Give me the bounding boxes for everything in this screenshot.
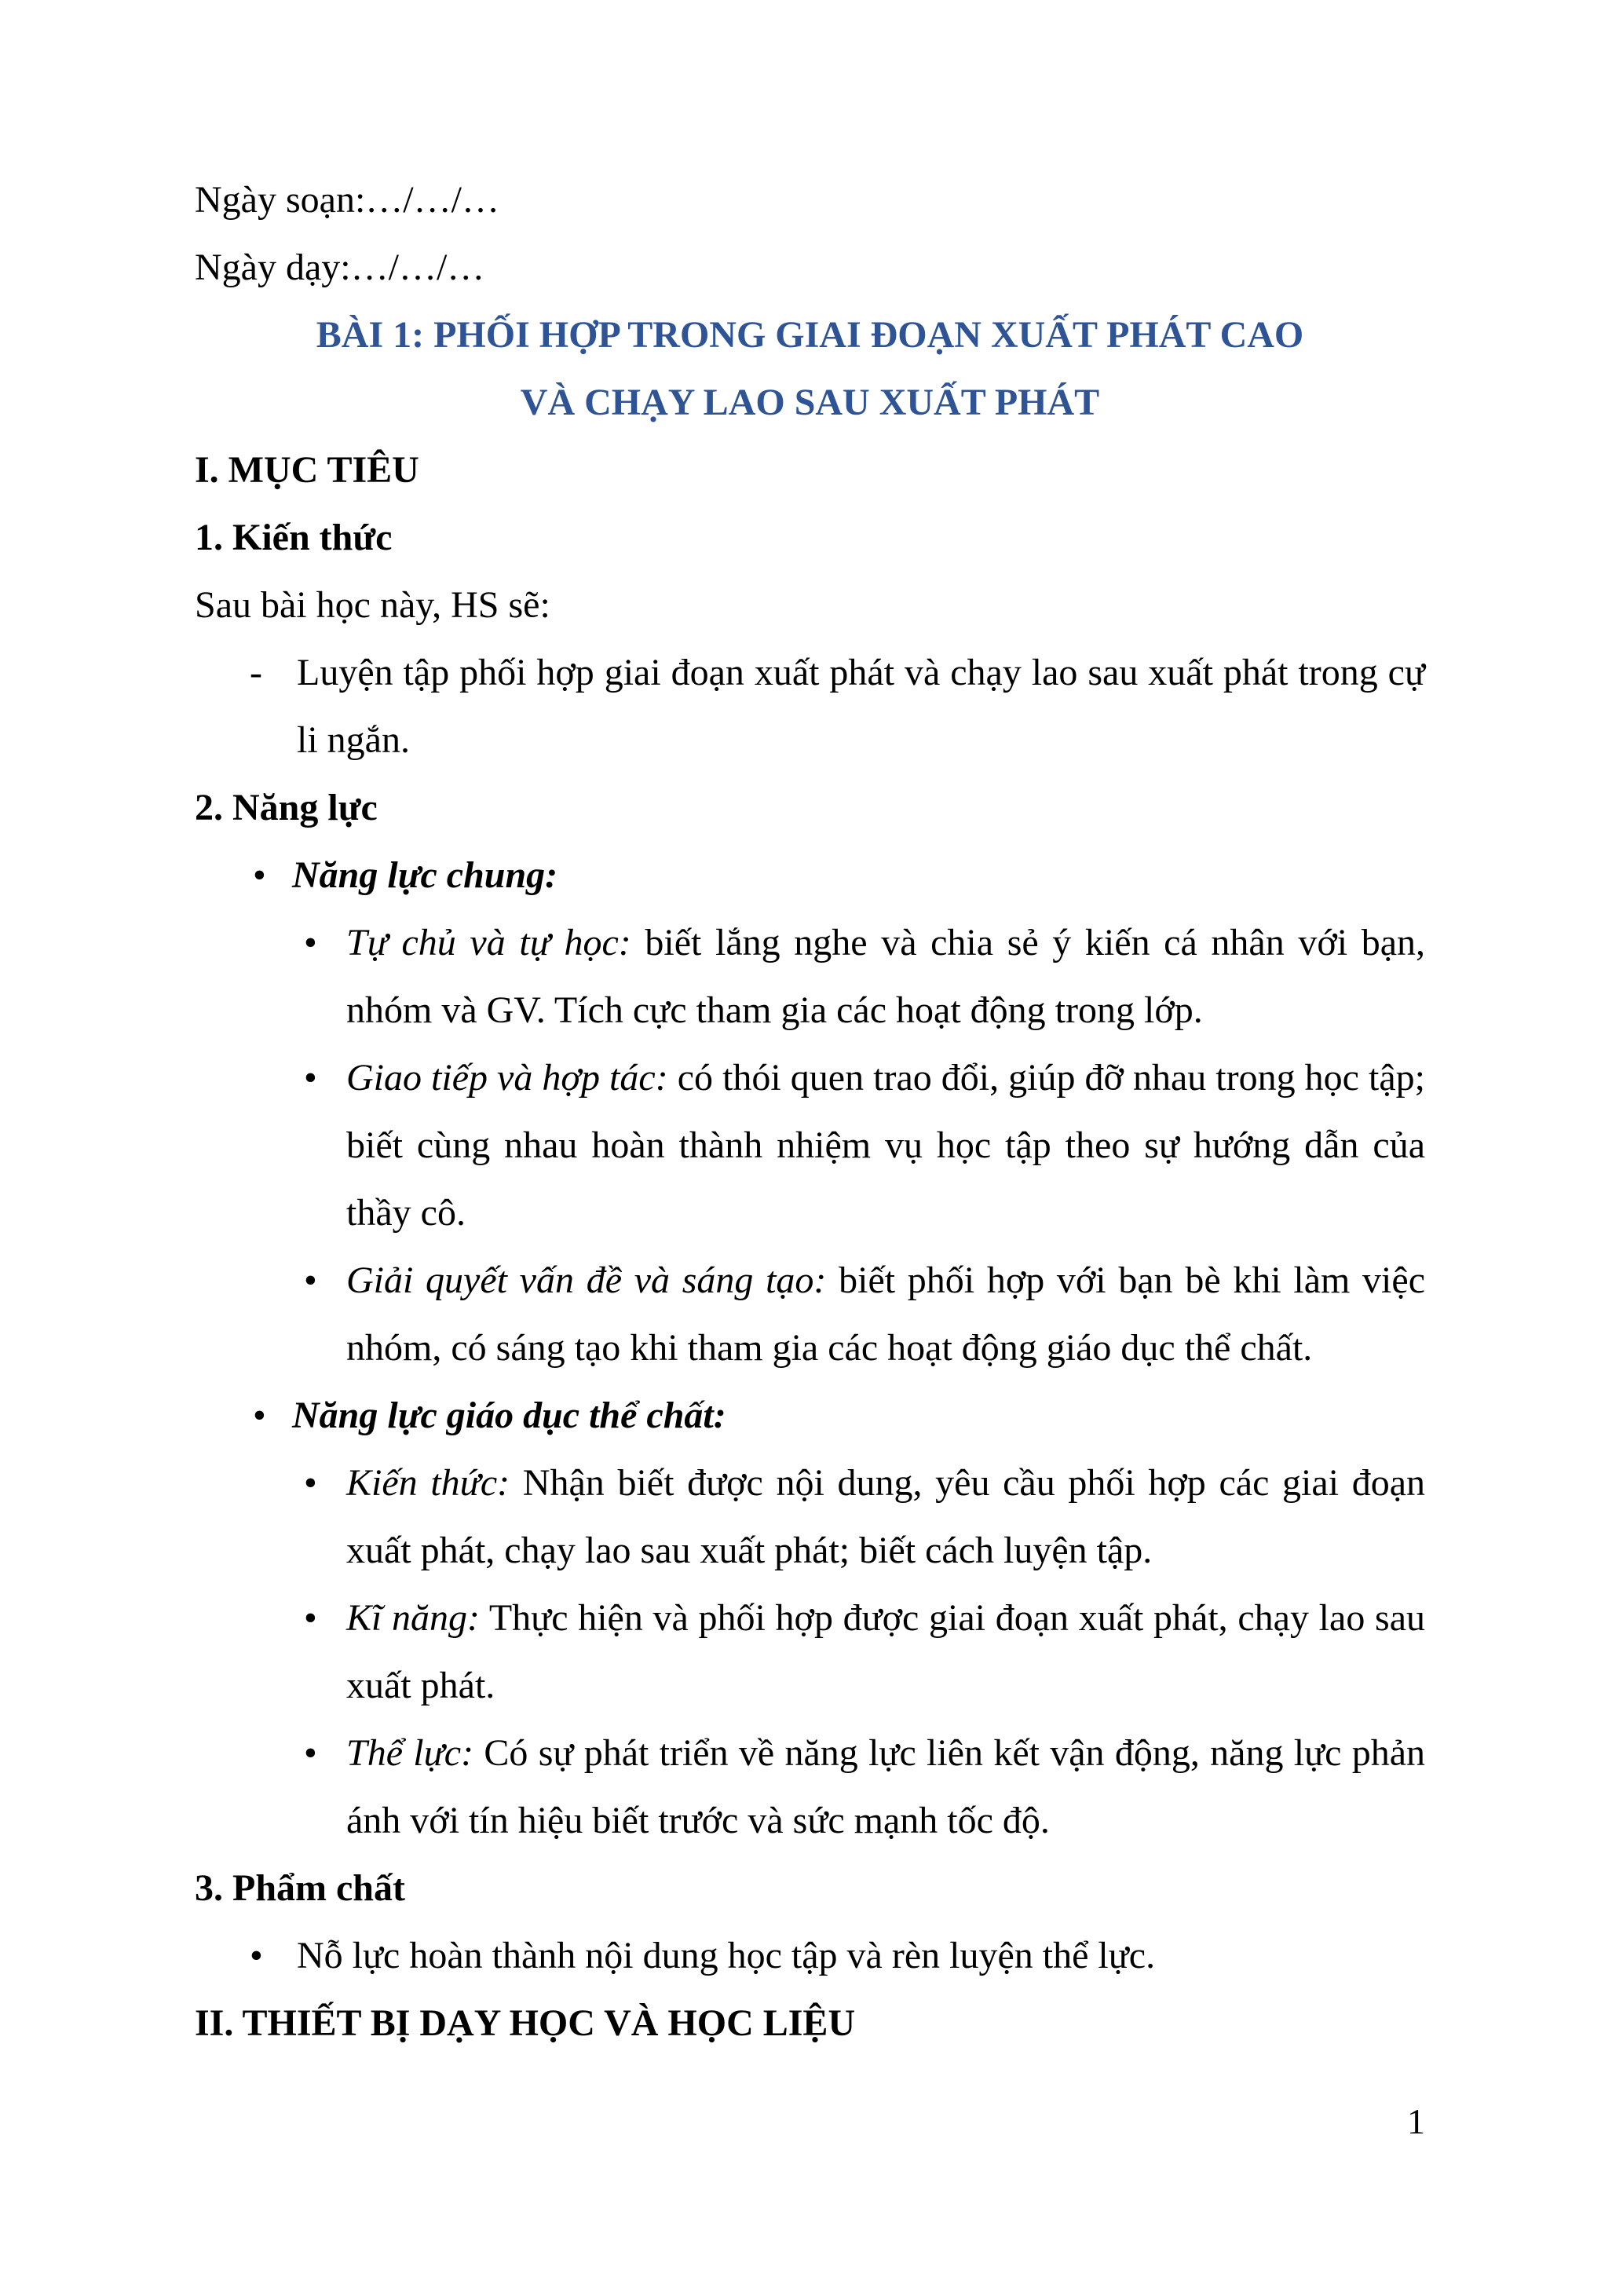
bullet-icon: • [253,854,266,896]
competency-item-lead: Thể lực: [346,1732,474,1774]
bullet-icon: • [304,1057,317,1099]
competency-item [195,1720,1425,1855]
quality-list-item [195,1922,1425,1990]
bullet-icon: • [304,1597,317,1639]
page-number: 1 [1407,2101,1425,2141]
knowledge-item-text: Luyện tập phối hợp giai đoạn xuất phát và chạy lao sau xuất phát trong cự li ngắn. [297,652,1425,761]
date-composed-line: Ngày soạn:…/…/… [195,179,499,221]
competency-group-label [195,842,1425,909]
competency-item-text: có thói quen trao đổi, giúp đỡ nhau trong học tập; biết cùng nhau hoàn thành nhiệm vụ học tập theo sự hướng dẫn của thầy cô. [346,1057,1425,1234]
knowledge-list-item [195,639,1425,774]
bullet-icon: • [253,1395,266,1436]
competency-group-label-text: Năng lực chung: [292,854,558,896]
competency-item-lead: Giải quyết vấn đề và sáng tạo: [346,1260,827,1301]
competency-item-text: Có sự phát triển về năng lực liên kết vận động, năng lực phản ánh với tín hiệu biết trước và sức mạnh tốc độ. [346,1732,1426,1841]
knowledge-intro: Sau bài học này, HS sẽ: [195,584,550,626]
competency-item-text: Thực hiện và phối hợp được giai đoạn xuất phát, chạy lao sau xuất phát. [346,1597,1425,1706]
competency-item [195,1450,1425,1585]
document-body [195,166,1425,2057]
competency-item-text: Nhận biết được nội dung, yêu cầu phối hợp các giai đoạn xuất phát, chạy lao sau xuất phát; biết cách luyện tập. [346,1462,1426,1571]
competency-item [195,909,1425,1044]
subsection-knowledge-heading: 1. Kiến thức [195,517,393,558]
subsection-competencies-heading: 2. Năng lực [195,787,378,828]
competency-item [195,1247,1425,1382]
bullet-icon: • [304,1462,317,1504]
bullet-icon: • [304,1260,317,1301]
lesson-title-line-1: BÀI 1: PHỐI HỢP TRONG GIAI ĐOẠN XUẤT PHÁT CAO [316,314,1304,356]
section-ii-heading: II. THIẾT BỊ DẠY HỌC VÀ HỌC LIỆU [195,2002,856,2044]
bullet-icon: • [304,922,317,963]
competency-item-text: biết phối hợp với bạn bè khi làm việc nhóm, có sáng tạo khi tham gia các hoạt động giáo dục thể chất. [346,1260,1425,1369]
section-i-heading: I. MỤC TIÊU [195,449,419,491]
bullet-icon: • [250,1935,263,1976]
competency-item-text: biết lắng nghe và chia sẻ ý kiến cá nhân với bạn, nhóm và GV. Tích cực tham gia các hoạt động trong lớp. [346,922,1425,1031]
lesson-title-line-2: VÀ CHẠY LAO SAU XUẤT PHÁT [520,382,1100,423]
competency-item-lead: Tự chủ và tự học: [346,922,631,963]
subsection-qualities-heading: 3. Phẩm chất [195,1867,405,1909]
competency-item-lead: Kiến thức: [346,1462,510,1504]
quality-item-text: Nỗ lực hoàn thành nội dung học tập và rèn luyện thể lực. [297,1935,1156,1976]
competency-item-lead: Giao tiếp và hợp tác: [346,1057,668,1099]
competency-item [195,1044,1425,1247]
competency-item-lead: Kĩ năng: [346,1597,481,1639]
date-taught-line: Ngày dạy:…/…/… [195,247,485,288]
competency-item [195,1585,1425,1720]
competency-group-label-text: Năng lực giáo dục thể chất: [292,1395,726,1436]
bullet-icon: • [304,1732,317,1774]
dash-marker-icon: - [250,652,262,693]
competency-group-label [195,1382,1425,1450]
